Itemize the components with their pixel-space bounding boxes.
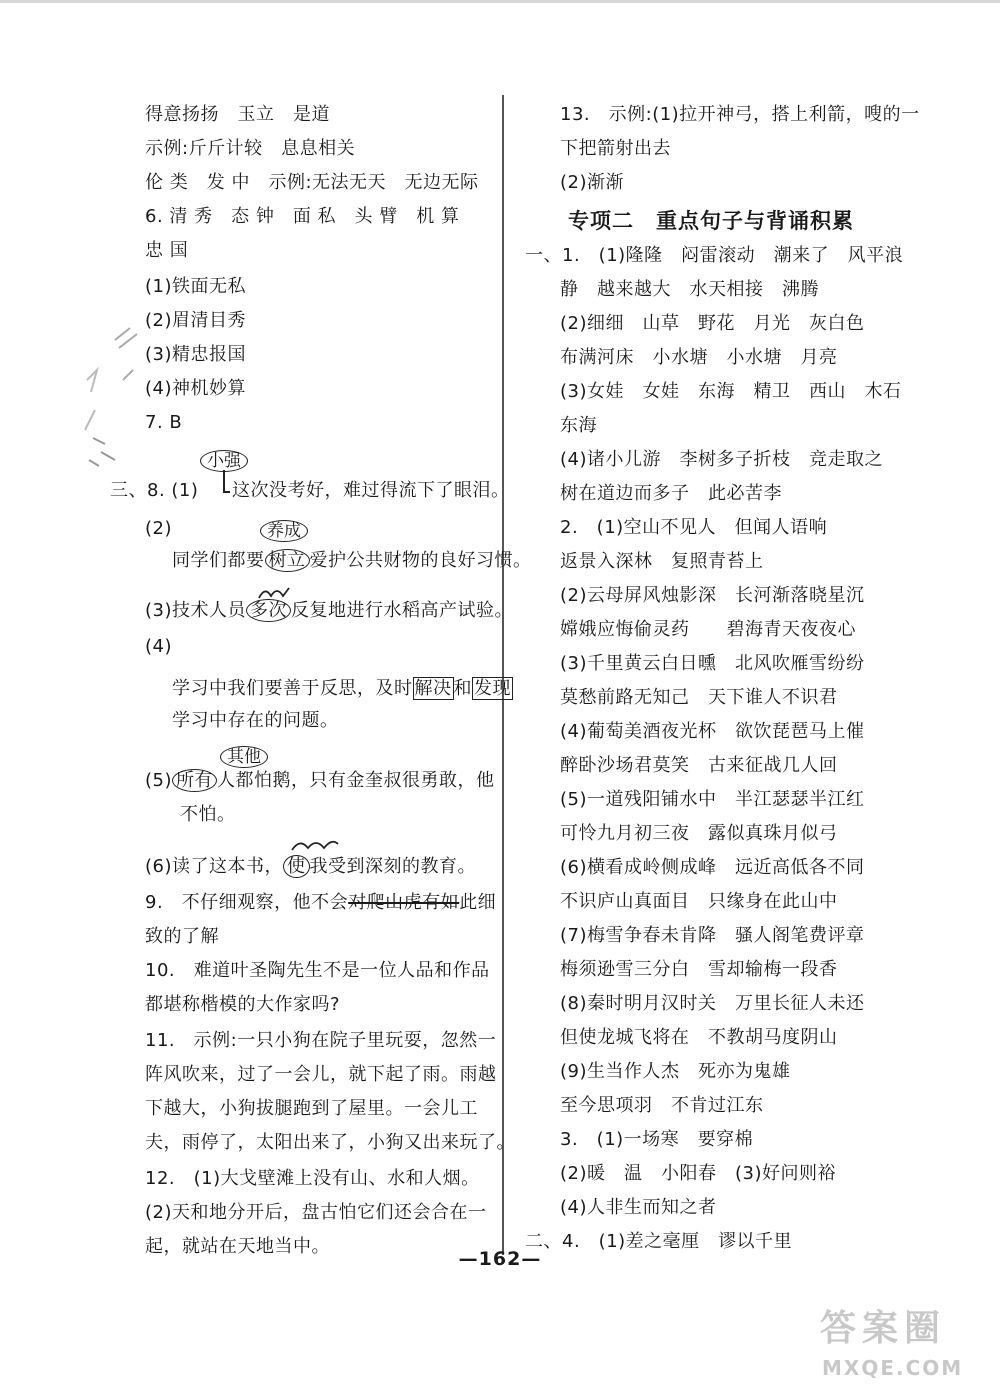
answer-line: 10. 难道叶圣陶先生不是一位人品和作品: [145, 960, 490, 981]
answer-line: (4)人非生而知之者: [560, 1197, 717, 1218]
answer-line: 忠 国: [145, 240, 189, 261]
answer-line: 起，就站在天地当中。: [145, 1236, 330, 1257]
circled-word: 树立: [265, 549, 310, 572]
answer-line: 至今思项羽 不肯过江东: [560, 1095, 764, 1116]
watermark-logo: [820, 1300, 990, 1388]
answer-line: 下把箭射出去: [560, 138, 671, 159]
answer-line: 可怜九月初三夜 露似真珠月似弓: [560, 823, 838, 844]
answer-line: (6)读了这本书， 使 我受到深刻的教育。: [145, 856, 476, 877]
answer-line: 阵风吹来，过了一会儿，就下起了雨。雨越: [145, 1064, 497, 1085]
answer-line: 这次没考好，难过得流下了眼泪。: [232, 480, 510, 501]
answer-line: 致的了解: [145, 926, 219, 947]
answer-line: 12. (1)大戈壁滩上没有山、水和人烟。: [145, 1168, 480, 1189]
answer-line: (3)技术人员 多次 反复地进行水稻高产试验。: [145, 600, 513, 621]
answer-line: 7. B: [145, 412, 183, 433]
circled-word: 多次: [246, 599, 291, 622]
boxed-word: 发现: [474, 678, 511, 699]
answer-line: 醉卧沙场君莫笑 古来征战几人回: [560, 755, 838, 776]
answer-line: (8)秦时明月汉时关 万里长征人未还: [560, 993, 865, 1014]
answer-line: 二、4. (1)差之毫厘 谬以千里: [525, 1231, 793, 1252]
answer-line: 梅须逊雪三分白 雪却输梅一段香: [560, 959, 838, 980]
answer-line: 都堪称楷模的大作家吗?: [145, 994, 341, 1015]
answer-line: (4)神机妙算: [145, 378, 246, 399]
answer-line: 但使龙城飞将在 不教胡马度阴山: [560, 1027, 838, 1048]
answer-line: 6. 清 秀 态 钟 面 私 头 臂 机 算: [145, 206, 460, 227]
answer-line: 不识庐山真面目 只缘身在此山中: [560, 891, 838, 912]
question-label: 三、8. (1): [110, 480, 199, 501]
answer-line: (6)横看成岭侧成峰 远近高低各不同: [560, 857, 865, 878]
answer-line: 9. 不仔细观察，他不会对爬山虎有如此细: [145, 892, 497, 913]
answer-line: (2)暖 温 小阳春 (3)好问则裕: [560, 1163, 836, 1184]
answer-line: (2)渐渐: [560, 172, 624, 193]
answer-line: (4)葡萄美酒夜光杯 欲饮琵琶马上催: [560, 721, 865, 742]
answer-line: 13. 示例:(1)拉开神弓，搭上利箭，嗖的一: [560, 104, 920, 125]
watermark-url: MXQE.COM: [822, 1356, 964, 1380]
answer-line: 下越大，小狗拔腿跑到了屋里。一会儿工: [145, 1098, 478, 1119]
boxed-word: 解决: [414, 678, 452, 699]
answer-line: (1)铁面无私: [145, 276, 246, 297]
answer-line: 一、1. (1)隆隆 闷雷滚动 潮来了 风平浪: [525, 245, 904, 266]
handwritten-annotation: 小强: [200, 449, 248, 473]
handwritten-annotation: 养成: [260, 519, 308, 543]
circled-word: 使: [283, 855, 310, 878]
answer-line: (4)诸小儿游 李树多子折枝 竞走取之: [560, 449, 883, 470]
answer-line: 夫，雨停了，太阳出来了，小狗又出来玩了。: [145, 1132, 515, 1153]
answer-line: 3. (1)一场寒 要穿棉: [560, 1129, 754, 1150]
watermark-text: 答案圈: [820, 1307, 947, 1349]
answer-line: 不怕。: [180, 804, 236, 825]
answer-line: (2)天和地分开后，盘古怕它们还会合在一: [145, 1202, 487, 1223]
answer-line: (5)一道残阳铺水中 半江瑟瑟半江红: [560, 789, 865, 810]
answer-line: (5) 所有 人都怕鹅，只有金奎叔很勇敢，他: [145, 770, 495, 791]
top-border: [0, 0, 1000, 3]
answer-line: 同学们都要 树立 爱护公共财物的良好习惯。: [172, 550, 532, 571]
handwritten-annotation: 其他: [220, 745, 268, 769]
answer-line: 嫦娥应悔偷灵药 碧海青天夜夜心: [560, 619, 856, 640]
answer-line: 布满河床 小水塘 小水塘 月亮: [560, 347, 838, 368]
answer-line: 树在道边而多子 此必苦李: [560, 483, 782, 504]
answer-line: 示例:斤斤计较 息息相关: [145, 138, 356, 159]
answer-line: 静 越来越大 水天相接 沸腾: [560, 279, 819, 300]
pencil-smudge-marks: [75, 320, 145, 480]
answer-line: (2)细细 山草 野花 月光 灰白色: [560, 313, 865, 334]
answer-line: (2)云母屏风烛影深 长河渐落晓星沉: [560, 585, 865, 606]
answer-line: (3)千里黄云白日曛 北风吹雁雪纷纷: [560, 653, 865, 674]
answer-line: 返景入深林 复照青苔上: [560, 551, 764, 572]
page-number: —162—: [458, 1248, 542, 1270]
answer-line: 莫愁前路无知己 天下谁人不识君: [560, 687, 838, 708]
answer-line: 伦 类 发 中 示例:无法无天 无边无际: [145, 172, 479, 193]
struck-text: 对爬山虎有如: [348, 892, 460, 913]
answer-line: (7)梅雪争春未肯降 骚人阁笔费评章: [560, 925, 865, 946]
section-title: 专项二 重点句子与背诵积累: [568, 209, 854, 233]
answer-line: (3)女娃 女娃 东海 精卫 西山 木石: [560, 381, 902, 402]
question-label: (4): [145, 636, 172, 657]
answer-line: 学习中存在的问题。: [172, 710, 339, 731]
answer-line: 11. 示例:一只小狗在院子里玩耍，忽然一: [145, 1030, 497, 1051]
answer-line: (3)精忠报国: [145, 344, 246, 365]
answer-line: 学习中我们要善于反思，及时 解决 和 发现: [172, 678, 511, 699]
answer-line: 得意扬扬 玉立 是道: [145, 104, 330, 125]
question-label: (2): [145, 518, 172, 539]
answer-line: 东海: [560, 415, 597, 436]
answer-line: (2)眉清目秀: [145, 310, 246, 331]
answer-line: 2. (1)空山不见人 但闻人语响: [560, 517, 828, 538]
circled-word: 所有: [172, 769, 217, 792]
answer-line: (9)生当作人杰 死亦为鬼雄: [560, 1061, 791, 1082]
